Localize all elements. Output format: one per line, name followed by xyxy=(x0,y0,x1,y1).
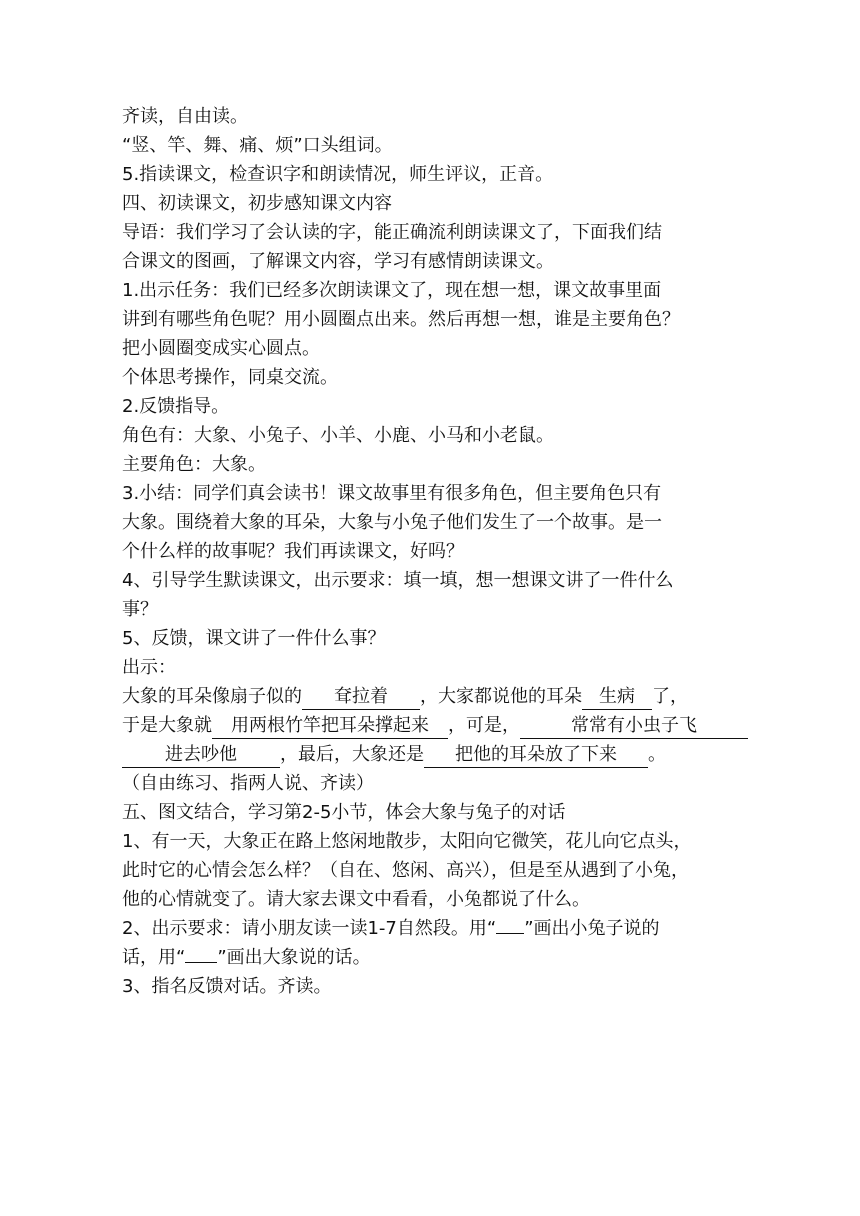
text-line: 个体思考操作，同桌交流。 xyxy=(122,367,338,388)
fill-in-line-2 xyxy=(122,711,742,740)
fill-blank-3: 用两根竹竿把耳朵撑起来 xyxy=(212,714,448,739)
document-body xyxy=(122,102,742,1001)
text-line: 个什么样的故事呢？我们再读课文，好吗？ xyxy=(122,541,464,562)
text-line: （自由练习、指两人说、齐读） xyxy=(122,773,374,794)
text-line: 3、指名反馈对话。齐读。 xyxy=(122,976,332,997)
text-line: 事？ xyxy=(122,599,158,620)
text-line: “竖、竿、舞、痛、烦”口头组词。 xyxy=(122,135,393,156)
fill-blank-2: 生病 xyxy=(582,685,652,710)
text-line: 主要角色：大象。 xyxy=(122,454,266,475)
section-heading: 五、图文结合，学习第2-5小节，体会大象与兔子的对话 xyxy=(122,802,566,823)
text-line: 角色有：大象、小兔子、小羊、小鹿、小马和小老鼠。 xyxy=(122,425,554,446)
req-text: ”画出大象说的话。 xyxy=(217,947,371,968)
fill-text: ，大家都说他的耳朵 xyxy=(420,686,582,707)
requirement-line-2 xyxy=(122,943,742,972)
text-line: 2.反馈指导。 xyxy=(122,396,230,417)
fill-text: 了， xyxy=(652,686,688,707)
fill-blank-5: 把他的耳朵放了下来 xyxy=(424,743,648,768)
fill-text: 大象的耳朵像扇子似的 xyxy=(122,686,302,707)
text-line: 1.出示任务：我们已经多次朗读课文了，现在想一想，课文故事里面 xyxy=(122,280,662,301)
req-text: ”画出小兔子说的 xyxy=(524,918,660,939)
fill-text: 于是大象就 xyxy=(122,715,212,736)
text-line: 4、引导学生默读课文，出示要求：填一填，想一想课文讲了一件什么 xyxy=(122,570,674,591)
text-line: 此时它的心情会怎么样？（自在、悠闲、高兴），但是至从遇到了小兔， xyxy=(122,860,689,881)
fill-in-line-3 xyxy=(122,740,742,769)
underline-mark-elephant xyxy=(185,946,217,963)
text-line: 讲到有哪些角色呢？用小圆圈点出来。然后再想一想，谁是主要角色？ xyxy=(122,309,680,330)
fill-blank-1: 耷拉着 xyxy=(302,685,420,710)
underline-mark-rabbit xyxy=(496,917,524,934)
text-line: 齐读，自由读。 xyxy=(122,106,248,127)
text-line: 1、有一天，大象正在路上悠闲地散步，太阳向它微笑，花儿向它点头， xyxy=(122,831,692,852)
text-line: 导语：我们学习了会认读的字，能正确流利朗读课文了，下面我们结 xyxy=(122,222,662,243)
text-line: 他的心情就变了。请大家去课文中看看，小兔都说了什么。 xyxy=(122,889,590,910)
fill-text: ，可是， xyxy=(448,715,520,736)
fill-blank-4b: 进去吵他 xyxy=(122,743,280,768)
req-text: 2、出示要求：请小朋友读一读1-7自然段。用“ xyxy=(122,918,497,939)
fill-text: 。 xyxy=(648,744,666,765)
text-line: 出示： xyxy=(122,657,176,678)
text-line: 大象。围绕着大象的耳朵，大象与小兔子他们发生了一个故事。是一 xyxy=(122,512,662,533)
requirement-line-1 xyxy=(122,914,742,943)
fill-blank-4a: 常常有小虫子飞 xyxy=(520,714,748,739)
fill-in-line-1 xyxy=(122,682,742,711)
text-line: 3.小结：同学们真会读书！课文故事里有很多角色，但主要角色只有 xyxy=(122,483,662,504)
text-line: 把小圆圈变成实心圆点。 xyxy=(122,338,320,359)
text-line: 合课文的图画，了解课文内容，学习有感情朗读课文。 xyxy=(122,251,554,272)
text-line: 5.指读课文，检查识字和朗读情况，师生评议，正音。 xyxy=(122,164,554,185)
req-text: 话，用“ xyxy=(122,947,186,968)
text-line: 5、反馈，课文讲了一件什么事？ xyxy=(122,628,386,649)
section-heading: 四、初读课文，初步感知课文内容 xyxy=(122,193,392,214)
fill-text: ，最后，大象还是 xyxy=(280,744,424,765)
